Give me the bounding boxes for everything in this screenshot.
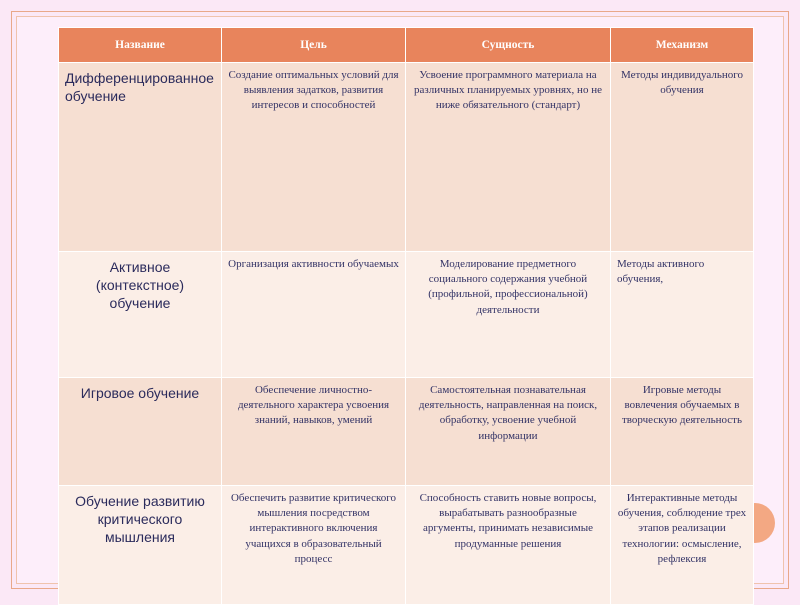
header-goal: Цель — [222, 28, 406, 63]
row-mechanism: Методы активного обучения, — [611, 252, 754, 378]
row-name: Активное (контекстное) обучение — [59, 252, 222, 378]
table-row — [59, 252, 754, 378]
table-header-row — [59, 28, 754, 63]
row-mechanism: Интерактивные методы обучения, соблюдение трех этапов реализации технологии: осмысление, рефлексия — [611, 486, 754, 605]
row-goal: Организация активности обучаемых — [222, 252, 406, 378]
row-goal: Обеспечение личностно-деятельного характера усвоения знаний, навыков, умений — [222, 378, 406, 486]
row-name: Дифференцированное обучение — [59, 63, 222, 252]
table-row — [59, 486, 754, 605]
row-goal: Обеспечить развитие критического мышления посредством интерактивного включения учащихся в образовательный процесс — [222, 486, 406, 605]
table-row — [59, 63, 754, 252]
row-essence: Моделирование предметного социального содержания учебной (профильной, профессиональной) деятельности — [406, 252, 611, 378]
row-mechanism: Игровые методы вовлечения обучаемых в творческую деятельность — [611, 378, 754, 486]
row-essence: Способность ставить новые вопросы, вырабатывать разнообразные аргументы, принимать независимые продуманные решения — [406, 486, 611, 605]
row-name: Игровое обучение — [59, 378, 222, 486]
row-mechanism: Методы индивидуального обучения — [611, 63, 754, 252]
technologies-table — [58, 27, 754, 605]
row-name: Обучение развитию критического мышления — [59, 486, 222, 605]
row-goal: Создание оптимальных условий для выявления задатков, развития интересов и способностей — [222, 63, 406, 252]
header-name: Название — [59, 28, 222, 63]
header-mechanism: Механизм — [611, 28, 754, 63]
header-essence: Сущность — [406, 28, 611, 63]
table-row — [59, 378, 754, 486]
row-essence: Самостоятельная познавательная деятельность, направленная на поиск, обработку, усвоение учебной информации — [406, 378, 611, 486]
row-essence: Усвоение программного материала на различных планируемых уровнях, но не ниже обязательного (стандарт) — [406, 63, 611, 252]
